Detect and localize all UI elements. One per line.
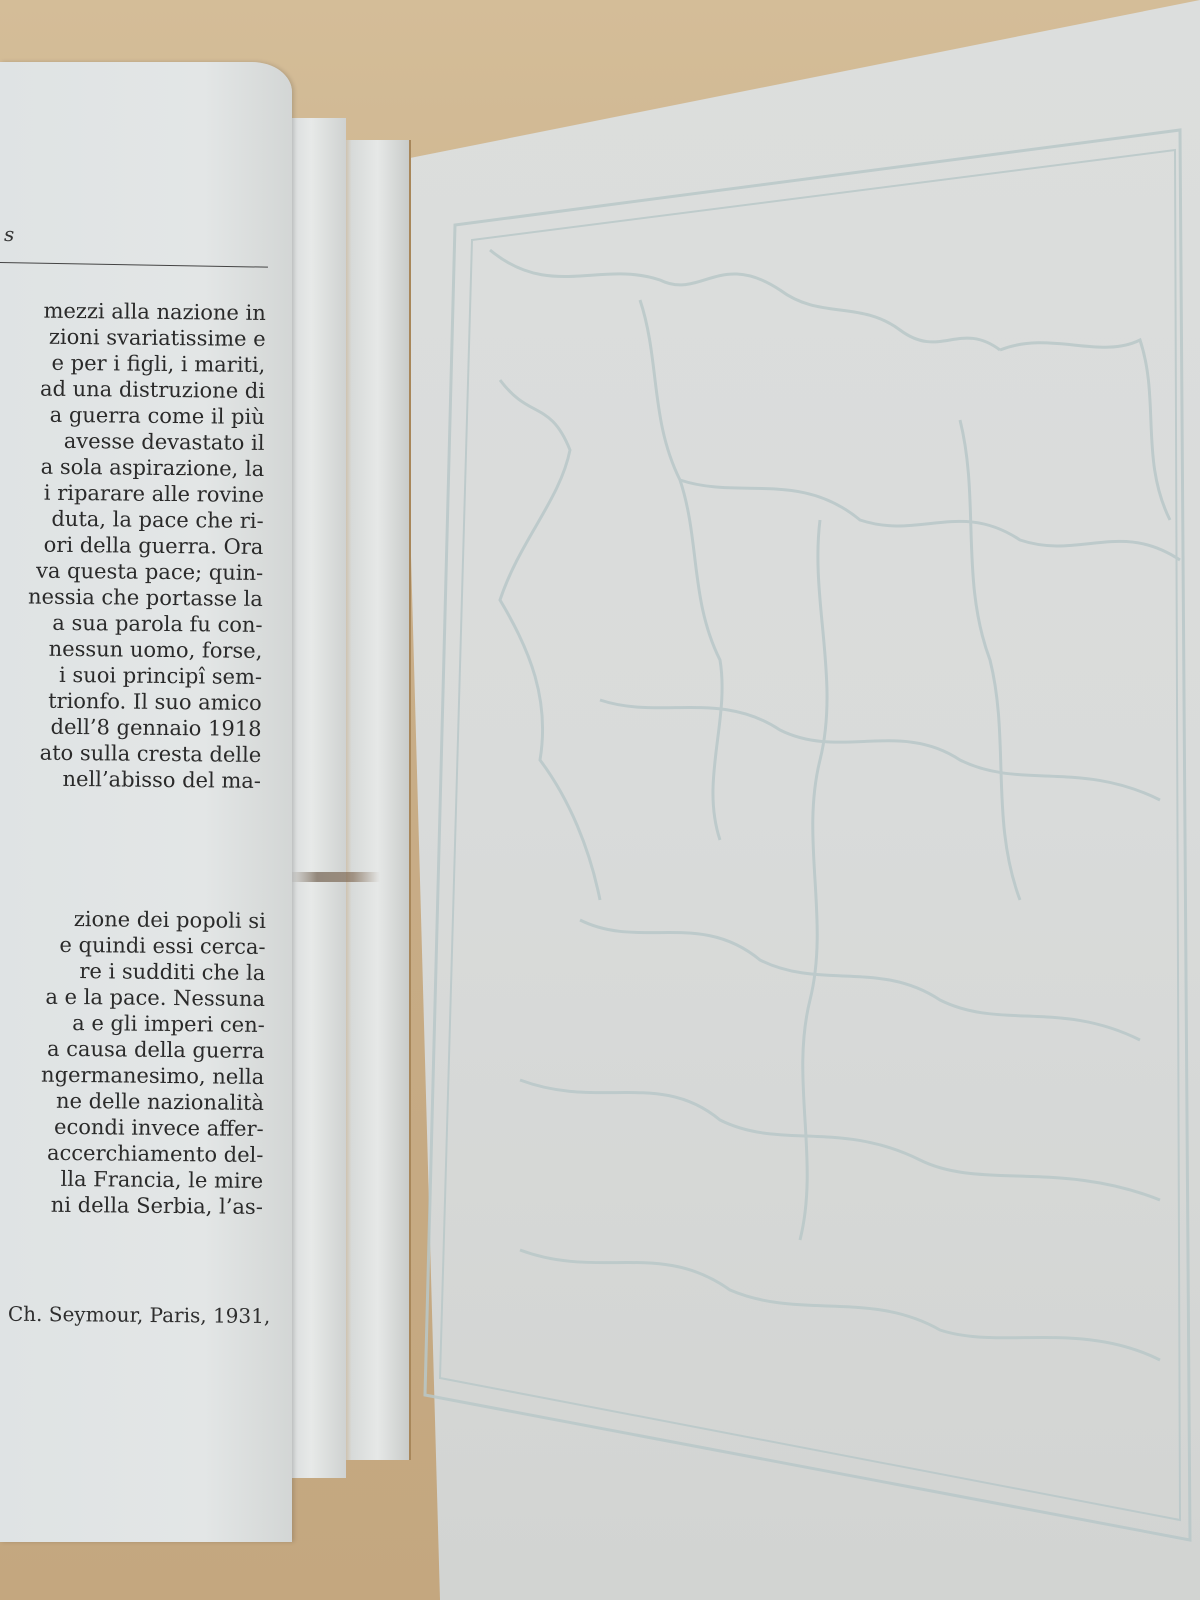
text-line: nessia che portasse la xyxy=(27,584,263,611)
text-line: lla Francia, le mire xyxy=(60,1166,264,1193)
text-line: e per i figli, i mariti, xyxy=(51,350,266,377)
footnote: Ch. Seymour, Paris, 1931, xyxy=(7,1301,270,1328)
text-line: econdi invece affer- xyxy=(53,1114,264,1141)
text-line: duta, la pace che ri- xyxy=(51,506,264,533)
text-line: e quindi essi cerca- xyxy=(59,932,266,959)
border-1 xyxy=(680,480,1180,560)
text-line: zioni svariatissime e xyxy=(48,324,266,351)
text-line: ne delle nazionalità xyxy=(55,1088,265,1115)
text-line: zione dei popoli si xyxy=(73,906,266,933)
text-line: a causa della guerra xyxy=(46,1036,265,1063)
text-line: a e la pace. Nessuna xyxy=(45,984,266,1011)
faint-map xyxy=(400,0,1200,1600)
coastline-east xyxy=(1000,340,1170,520)
text-line: va questa pace; quin- xyxy=(35,558,264,585)
coastline-south xyxy=(520,1250,1160,1360)
text-line: a e gli imperi cen- xyxy=(72,1010,265,1037)
border-3 xyxy=(580,920,1140,1040)
paragraph-2 xyxy=(0,905,266,1220)
text-line: trionfo. Il suo amico xyxy=(48,688,262,715)
text-line: i suoi principî sem- xyxy=(58,662,263,689)
spine-tear xyxy=(290,872,380,882)
map-border-inner xyxy=(440,150,1180,1520)
header-rule xyxy=(0,262,268,268)
text-line: ori della guerra. Ora xyxy=(43,532,264,559)
text-line: ngermanesimo, nella xyxy=(40,1062,265,1089)
running-head: s xyxy=(4,222,15,246)
text-line: ni della Serbia, l’as- xyxy=(50,1192,263,1219)
border-2 xyxy=(600,700,1160,800)
text-line: avesse devastato il xyxy=(63,428,265,455)
coastline-north xyxy=(490,250,1000,350)
left-page xyxy=(0,62,292,1542)
text-line: a sua parola fu con- xyxy=(52,610,263,637)
coastline-west xyxy=(500,380,600,900)
book-spine xyxy=(336,140,411,1460)
text-line: mezzi alla nazione in xyxy=(43,298,266,325)
river-3 xyxy=(960,420,1020,900)
text-line: ad una distruzione di xyxy=(39,376,266,403)
paragraph-1 xyxy=(0,297,266,794)
text-line: a guerra come il più xyxy=(49,402,265,429)
river-1 xyxy=(640,300,722,840)
text-line: re i sudditi che la xyxy=(79,959,266,985)
text-line: nessun uomo, forse, xyxy=(48,636,263,663)
text-line: i riparare alle rovine xyxy=(43,480,265,507)
page-edges xyxy=(286,118,346,1478)
text-line: accerchiamento del- xyxy=(46,1140,264,1167)
map-border-outer xyxy=(425,130,1190,1540)
border-4 xyxy=(520,1080,1160,1200)
river-2 xyxy=(800,520,827,1240)
text-line: ato sulla cresta delle xyxy=(39,740,262,767)
text-line: nell’abisso del ma- xyxy=(62,766,262,793)
text-line: a sola aspirazione, la xyxy=(40,454,265,481)
text-line: dell’8 gennaio 1918 xyxy=(50,714,262,741)
